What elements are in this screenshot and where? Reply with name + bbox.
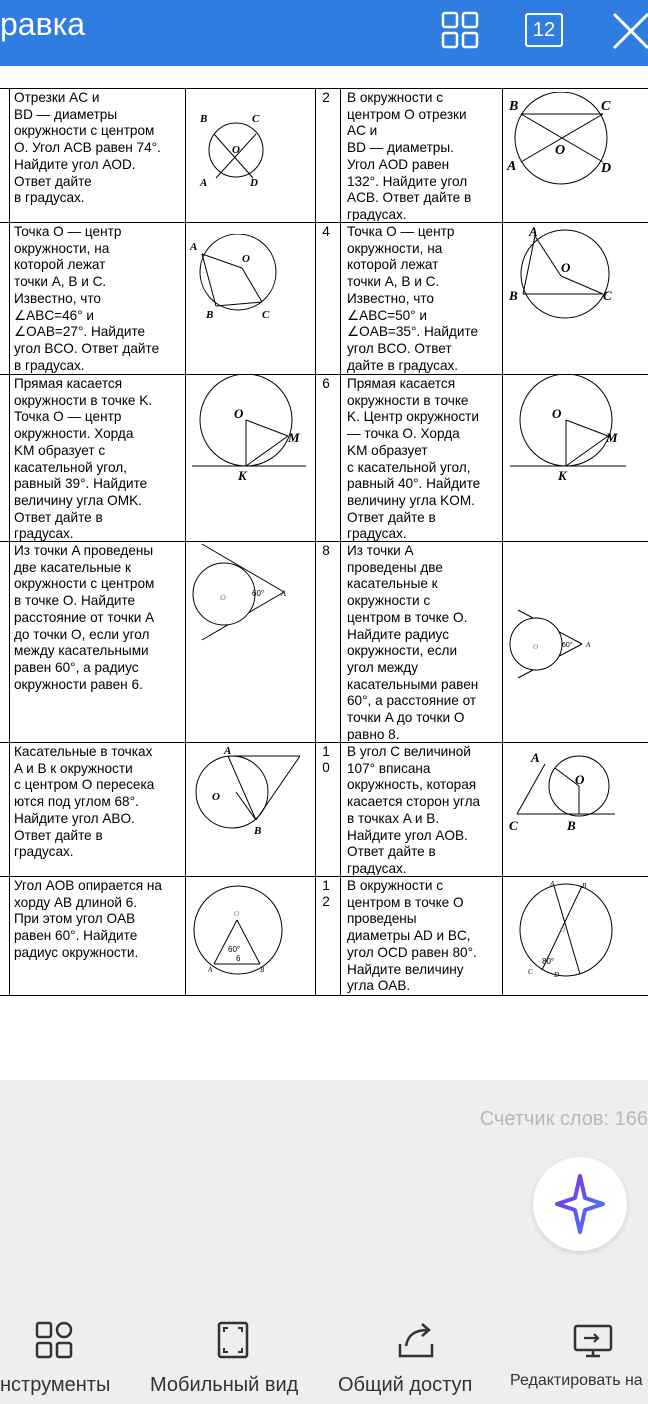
task-text: В окружности с центром O отрезки AC и BD — диаметры. Угол AOD равен 132°. Найдите угол ACB. Ответ дайте в градусах. <box>347 90 472 221</box>
mobile-view-icon <box>216 1320 250 1360</box>
task-number: 4 <box>322 224 330 239</box>
grid-icon <box>440 10 480 50</box>
task-text: Из точки A проведены две касательные к окружности с центром в точке O. Найдите расстояние от точки A до точки O, если угол между касательными равен 60°, а радиус окружности равен 6. <box>14 543 155 692</box>
label-o: O <box>234 406 244 421</box>
edit-on-pc-icon <box>572 1320 614 1360</box>
label-a: A <box>529 224 538 239</box>
edit-on-pc-label: Редактировать на <box>510 1372 643 1389</box>
label-c: C <box>252 113 260 125</box>
label-b: B <box>582 882 587 890</box>
task-text: Прямая касается окружности в точке K. Точка O — центр окружности. Хорда KM образует с касательной угол, равный 39°. Найдите величину угла OMK. Ответ дайте в градусах. <box>14 376 153 541</box>
figure-3 <box>188 234 312 324</box>
label-b: B <box>200 113 208 125</box>
label-c: C <box>603 288 612 303</box>
label-o: O <box>220 593 226 602</box>
label-o: O <box>560 926 566 934</box>
share-label: Общий доступ <box>338 1374 473 1396</box>
label-o: O <box>561 260 571 275</box>
task-text: В угол C величиной 107° вписана окружность, которая касается сторон угла в точках A и B. Найдите угол AOB. Ответ дайте в градусах. <box>347 744 481 875</box>
label-d: D <box>250 177 258 189</box>
label-a: A <box>200 177 208 189</box>
pages-button[interactable] <box>514 0 574 60</box>
label-angle: 60° <box>562 642 573 649</box>
task-number: 6 <box>322 376 330 391</box>
figure-2 <box>505 92 645 192</box>
task-text: Точка O — центр окружности, на которой лежат точки A, B и C. Известно, что ∠ABC=46° и ∠OAB=27°. Найдите угол BCO. Ответ дайте в градусах. <box>14 224 160 373</box>
ai-assistant-button[interactable] <box>533 1157 627 1251</box>
col-border <box>185 88 186 996</box>
figure-9 <box>188 744 314 842</box>
task-text: Прямая касается окружности в точке K. Центр окружности — точка O. Хорда KM образует с касательной угол, равный 40°. Найдите величину угла KOM. Ответ дайте в градусах. <box>347 376 481 541</box>
label-b: B <box>509 99 519 114</box>
label-o: O <box>242 253 250 265</box>
label-a: A <box>531 750 540 765</box>
mobile-view-label: Мобильный вид <box>150 1374 299 1396</box>
label-a: A <box>507 159 517 174</box>
task-text: Касательные в точках A и B к окружности с центром O пересека ются под углом 68°. Найдите угол ABO. Ответ дайте в градусах. <box>14 744 155 860</box>
figure-6 <box>506 374 632 484</box>
edit-on-pc-button[interactable] <box>506 1300 648 1404</box>
figure-10 <box>505 744 635 844</box>
figure-12 <box>504 878 634 978</box>
close-icon <box>608 8 648 52</box>
close-button[interactable] <box>600 0 648 60</box>
label-a: A <box>550 880 555 888</box>
label-m: M <box>606 430 618 445</box>
label-a: A <box>190 241 198 253</box>
label-o: O <box>212 791 220 803</box>
row-border <box>0 222 648 223</box>
label-b: B <box>254 825 262 837</box>
label-o: O <box>533 643 539 651</box>
tools-icon <box>34 1320 74 1360</box>
figure-7 <box>188 542 314 648</box>
task-text: В окружности с центром в точке O проведены диаметры AD и BC, угол OCD равен 80°. Найдите величину угла OAB. <box>347 878 477 994</box>
col-border <box>502 88 503 996</box>
label-o: O <box>234 910 240 918</box>
pages-count-badge: 12 <box>525 13 563 47</box>
figure-4 <box>505 224 645 324</box>
document-page[interactable] <box>0 66 648 1080</box>
label-a: A <box>208 966 213 974</box>
task-text: Угол AOB опирается на хорду AB длиной 6. При этом угол OAB равен 60°. Найдите радиус окружности. <box>14 878 162 960</box>
label-o: O <box>575 772 585 787</box>
label-a: A <box>281 589 286 598</box>
share-button[interactable] <box>334 1300 494 1404</box>
task-text: Из точки A проведены две касательные к окружности с центром в точке O. Найдите радиус окружности, если угол между касательными равен 60°, а расстояние от точки A до точки O равно 8. <box>347 543 479 741</box>
label-b: B <box>206 309 214 321</box>
tools-label: нструменты <box>0 1374 111 1396</box>
label-o: O <box>232 144 240 156</box>
label-angle: 80° <box>542 957 555 966</box>
row-border <box>0 876 648 877</box>
label-c: C <box>509 818 518 833</box>
share-icon <box>394 1320 438 1360</box>
task-text: Точка O — центр окружности, на которой лежат точки A, B и C. Известно, что ∠ABC=50° и ∠OAB=35°. Найдите угол BCO. Ответ дайте в градусах. <box>347 224 479 373</box>
grid-view-button[interactable] <box>430 0 490 60</box>
label-b: B <box>567 818 576 833</box>
figure-5 <box>188 374 314 484</box>
row-border <box>0 742 648 743</box>
label-angle: 60° <box>252 589 265 598</box>
col-border <box>340 88 341 996</box>
task-number: 1 2 <box>322 878 330 909</box>
label-a: A <box>586 641 591 649</box>
label-o: O <box>555 143 566 158</box>
table-top-border <box>0 88 648 89</box>
label-b: B <box>509 288 518 303</box>
task-text: Отрезки AC и BD — диаметры окружности с центром O. Угол ACB равен 74°. Найдите угол AOD. Ответ дайте в градусах. <box>14 90 161 206</box>
figure-1 <box>188 104 312 204</box>
row-border <box>0 541 648 542</box>
bottom-toolbar <box>0 1300 648 1404</box>
figure-11 <box>188 882 314 978</box>
ai-sparkle-icon <box>555 1174 605 1234</box>
label-c: C <box>601 99 611 114</box>
label-d: D <box>601 161 612 176</box>
label-d: D <box>554 971 560 978</box>
label-a: A <box>224 745 232 757</box>
label-o: O <box>552 406 562 421</box>
word-counter: Счетчик слов: 166 <box>479 1108 648 1130</box>
mobile-view-button[interactable] <box>148 1300 320 1404</box>
task-number: 2 <box>322 90 330 105</box>
task-number: 8 <box>322 543 330 558</box>
figure-8 <box>506 606 632 686</box>
label-length: 6 <box>236 954 241 963</box>
table-bottom-border <box>0 995 648 996</box>
label-c: C <box>528 968 533 976</box>
tools-button[interactable] <box>0 1300 130 1404</box>
col-border <box>9 88 10 996</box>
label-k: K <box>238 468 247 483</box>
label-c: C <box>262 309 270 321</box>
label-b: B <box>260 966 265 974</box>
label-k: K <box>558 468 567 483</box>
label-m: M <box>288 430 300 445</box>
task-number: 1 0 <box>322 744 330 775</box>
document-title: равка <box>0 6 86 42</box>
top-bar <box>0 0 648 66</box>
label-angle: 60° <box>228 945 241 954</box>
